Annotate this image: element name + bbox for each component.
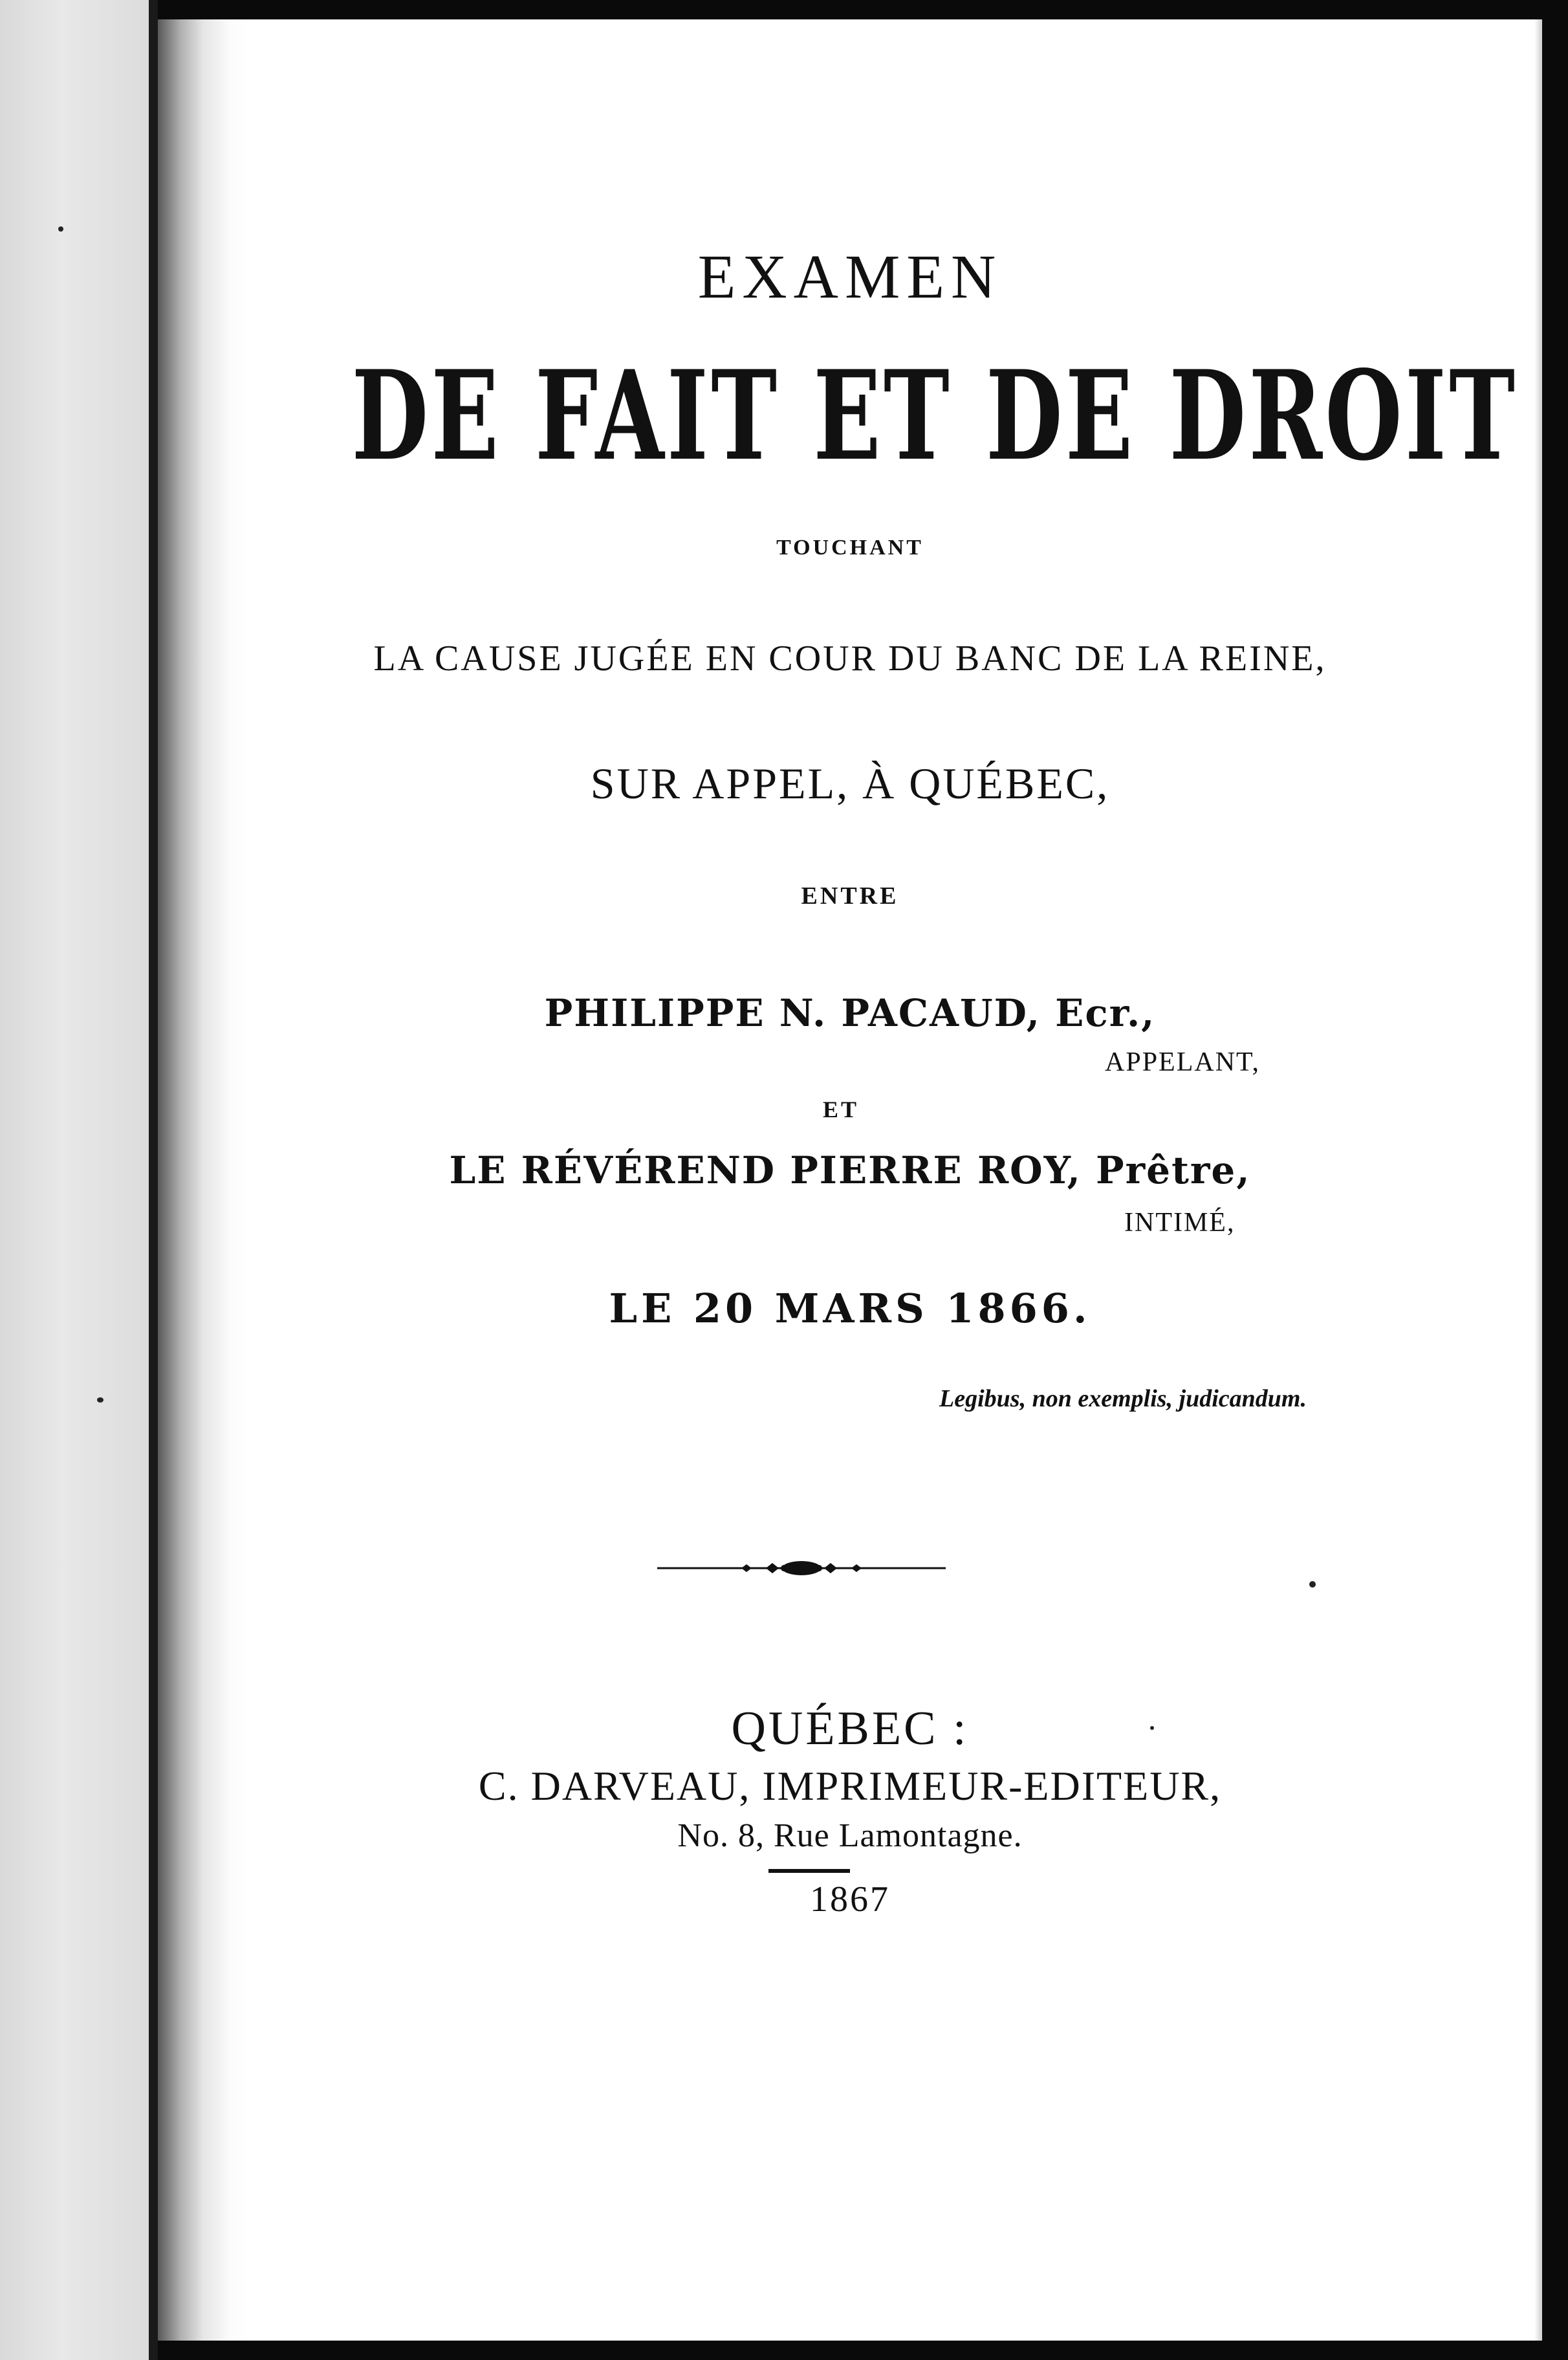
latin-motto: Legibus, non exemplis, judicandum. <box>939 1385 1307 1412</box>
imprint-year: 1867 <box>810 1879 890 1919</box>
case-description: LA CAUSE JUGÉE EN COUR DU BANC DE LA REINE, <box>373 639 1327 679</box>
subtitle-touchant: TOUCHANT <box>776 536 924 560</box>
title-examen: EXAMEN <box>697 242 1003 311</box>
and-label: ET <box>822 1097 860 1122</box>
appeal-location: SUR APPEL, À QUÉBEC, <box>590 759 1110 808</box>
ornament-divider <box>657 1555 946 1581</box>
between-label: ENTRE <box>801 882 899 910</box>
imprint-city: QUÉBEC : <box>731 1702 969 1755</box>
appellant-name: PHILIPPE N. PACAUD, Ecr., <box>544 991 1156 1035</box>
imprint-printer: C. DARVEAU, IMPRIMEUR-EDITEUR, <box>478 1763 1222 1809</box>
respondent-name: LE RÉVÉREND PIERRE ROY, Prêtre, <box>449 1148 1251 1192</box>
dust-speck <box>58 226 63 232</box>
imprint-address: No. 8, Rue Lamontagne. <box>677 1817 1023 1854</box>
page-gutter <box>149 0 158 2360</box>
dust-speck <box>97 1397 103 1403</box>
main-title: DE FAIT ET DE DROIT <box>351 344 1518 488</box>
year-rule <box>768 1869 850 1873</box>
appellant-role: APPELANT, <box>1105 1047 1261 1077</box>
facing-page-strip <box>0 0 151 2360</box>
judgment-date: LE 20 MARS 1866. <box>609 1285 1091 1332</box>
dust-speck <box>1309 1581 1316 1588</box>
respondent-role: INTIMÉ, <box>1124 1208 1236 1238</box>
